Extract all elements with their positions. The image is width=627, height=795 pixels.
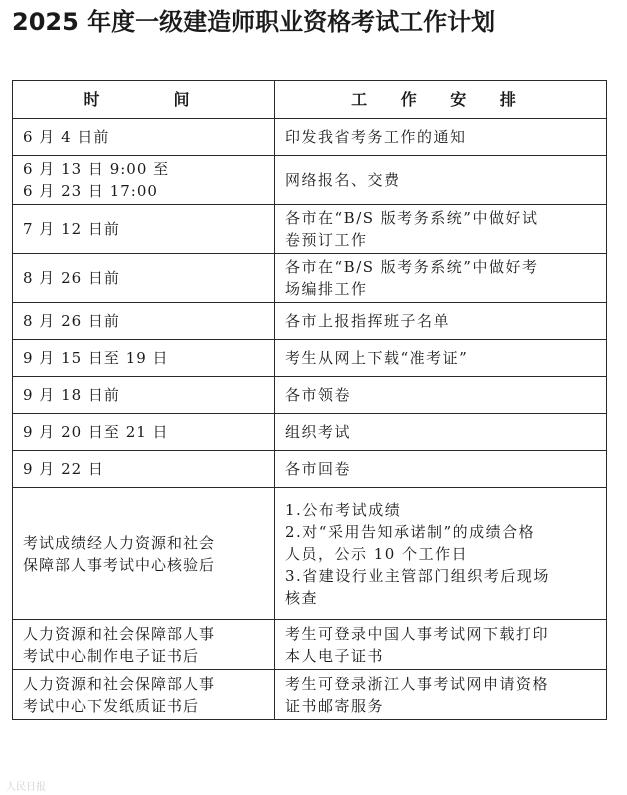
table-row	[13, 377, 607, 414]
task-text: 考生从网上下载“准考证”	[285, 349, 469, 367]
task-text: 考生可登录浙江人事考试网申请资格	[285, 674, 550, 693]
task-text: 组织考试	[285, 423, 352, 441]
task-cell	[275, 620, 607, 670]
task-text: 1.公布考试成绩	[285, 500, 402, 519]
task-text: 核查	[285, 588, 319, 607]
time-text: 考试中心制作电子证书后	[23, 646, 200, 665]
time-text: 9 月 22 日	[23, 460, 104, 478]
time-text: 考试中心下发纸质证书后	[23, 696, 200, 715]
time-text: 7 月 12 日前	[23, 220, 120, 238]
task-cell	[275, 119, 607, 156]
time-text: 6 月 4 日前	[23, 128, 110, 146]
task-cell	[275, 156, 607, 205]
table-row	[13, 488, 607, 620]
task-text: 各市在“B/S 版考务系统”中做好试	[285, 209, 539, 227]
table-row	[13, 205, 607, 254]
task-cell	[275, 303, 607, 340]
task-text: 场编排工作	[285, 280, 368, 298]
task-text: 各市上报指挥班子名单	[285, 312, 451, 330]
table-row	[13, 303, 607, 340]
watermark: 人民日报	[6, 782, 46, 793]
task-text: 考生可登录中国人事考试网下载打印	[285, 624, 550, 643]
task-text: 各市在“B/S 版考务系统”中做好考	[285, 258, 539, 276]
table-body	[13, 119, 607, 720]
task-cell	[275, 451, 607, 488]
table-row	[13, 340, 607, 377]
task-text: 各市领卷	[285, 386, 352, 404]
time-text: 9 月 20 日至 21 日	[23, 423, 169, 441]
task-text: 证书邮寄服务	[285, 696, 385, 715]
table-row	[13, 156, 607, 205]
task-cell	[275, 205, 607, 254]
time-text: 人力资源和社会保障部人事	[23, 674, 216, 693]
time-text: 保障部人事考试中心核验后	[23, 555, 216, 574]
task-cell	[275, 670, 607, 720]
table-row	[13, 670, 607, 720]
table-header-row	[13, 81, 607, 119]
time-text: 8 月 26 日前	[23, 312, 120, 330]
task-cell	[275, 340, 607, 377]
time-text: 6 月 13 日 9:00 至	[23, 160, 170, 178]
schedule-table	[12, 80, 607, 720]
table-row	[13, 119, 607, 156]
task-text: 人员，公示 10 个工作日	[285, 544, 469, 563]
time-text: 9 月 15 日至 19 日	[23, 349, 169, 367]
table-row	[13, 451, 607, 488]
task-cell	[275, 488, 607, 620]
time-cell	[13, 488, 275, 620]
time-cell	[13, 451, 275, 488]
table-row	[13, 254, 607, 303]
page-title: 2025 年度一级建造师职业资格考试工作计划	[12, 8, 496, 36]
task-cell	[275, 377, 607, 414]
time-cell	[13, 205, 275, 254]
time-cell	[13, 377, 275, 414]
time-cell	[13, 156, 275, 205]
time-text: 9 月 18 日前	[23, 386, 120, 404]
table-row	[13, 620, 607, 670]
task-text: 网络报名、交费	[285, 171, 401, 189]
time-cell	[13, 414, 275, 451]
task-text: 3.省建设行业主管部门组织考后现场	[285, 566, 550, 585]
time-cell	[13, 620, 275, 670]
time-cell	[13, 670, 275, 720]
task-text: 印发我省考务工作的通知	[285, 128, 467, 146]
task-text: 卷预订工作	[285, 231, 368, 249]
task-cell	[275, 254, 607, 303]
header-time: 时 间	[13, 81, 275, 119]
time-text: 8 月 26 日前	[23, 269, 120, 287]
time-cell	[13, 119, 275, 156]
time-cell	[13, 340, 275, 377]
time-text: 考试成绩经人力资源和社会	[23, 533, 216, 552]
task-text: 2.对“采用告知承诺制”的成绩合格	[285, 522, 536, 541]
time-text: 6 月 23 日 17:00	[23, 182, 158, 200]
header-task: 工 作 安 排	[275, 81, 607, 119]
time-cell	[13, 254, 275, 303]
time-text: 人力资源和社会保障部人事	[23, 624, 216, 643]
time-cell	[13, 303, 275, 340]
task-cell	[275, 414, 607, 451]
task-text: 本人电子证书	[285, 646, 385, 665]
table-row	[13, 414, 607, 451]
task-text: 各市回卷	[285, 460, 352, 478]
